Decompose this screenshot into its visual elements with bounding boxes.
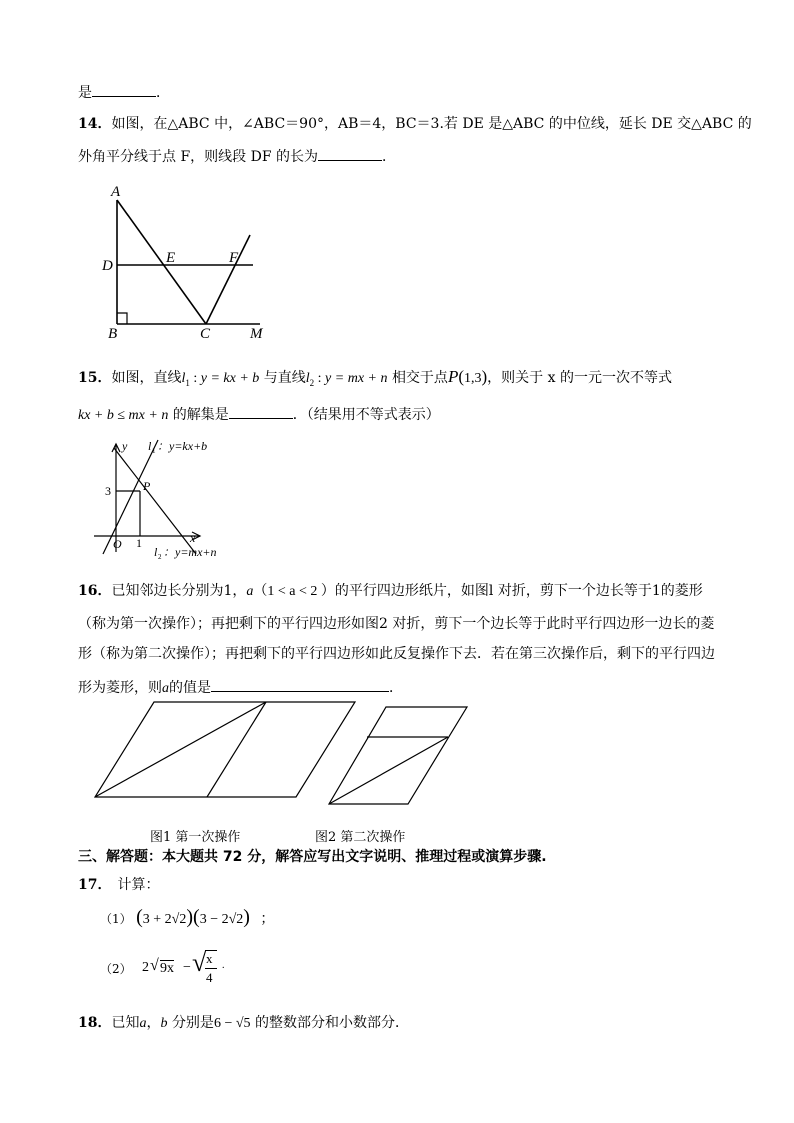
q18-number: 18．	[78, 1015, 112, 1031]
q16-figure-1	[90, 696, 360, 804]
q18-line	[78, 1014, 409, 1033]
q15-text-1: 如图，直线	[111, 370, 182, 386]
segment-ac	[117, 200, 206, 324]
answer-blank-16[interactable]	[211, 677, 389, 692]
q16-figure-2	[326, 704, 472, 806]
q15-l2: l	[305, 371, 310, 386]
q13-tail	[78, 82, 170, 102]
q16-text-1b: 的平行四边形纸片，如图l 对折，剪下一个边长等于1的菱形	[334, 583, 703, 599]
q15-point-name: P	[447, 367, 459, 386]
q16-suffix: ．	[389, 680, 403, 696]
label-c: C	[200, 326, 211, 340]
fold-diagonal-1	[95, 702, 266, 797]
q16-condition: （1 < a < 2 ）	[253, 584, 335, 599]
q16-line4	[78, 677, 403, 698]
label-l2-eq: ：y=mx+n	[163, 545, 217, 559]
q15-line1: 15．如图，直线$l_1$ : y = kx + b 与直线$l_2$ : y = mx + n 相交于点P(1,3)，则关于 x 的一元一次不等式	[78, 367, 672, 388]
q17-part2-label: （2）	[100, 962, 132, 976]
q18-text-3: 的整数部分和小数部分．	[254, 1015, 409, 1031]
label-d: D	[102, 258, 113, 274]
label-m: M	[250, 326, 263, 340]
label-three: 3	[105, 484, 111, 498]
q14-text-1: 如图，在△ABC 中，∠ABC＝90°，AB＝4，BC＝3.若 DE 是△ABC 的中位线，延长 DE 交△ABC 的	[111, 116, 752, 132]
answer-blank-15[interactable]	[229, 404, 293, 419]
q16-line1	[78, 582, 703, 601]
q18-text-2: 分别是	[171, 1015, 214, 1031]
cut-line-1	[207, 702, 266, 797]
label-l1-sub: 1	[152, 447, 156, 455]
answer-blank-13[interactable]	[92, 82, 156, 97]
label-p: P	[143, 479, 151, 493]
fold-diagonal-2	[329, 737, 448, 804]
label-x: x	[190, 531, 196, 545]
q15-l2-sub: 2	[309, 377, 315, 388]
label-e: E	[166, 250, 176, 266]
right-angle-mark	[117, 313, 127, 324]
q15-l2-eq: y = mx + n	[325, 371, 388, 386]
q15-line2	[78, 404, 440, 425]
q16-text-1a: 已知邻边长分别为1，	[111, 583, 247, 599]
q17-part2-coef: 2	[142, 960, 149, 975]
q17-part1-factor-b: 3 − 2√2	[199, 912, 244, 927]
q15-text-6: ．（结果用不等式表示）	[292, 407, 440, 423]
q16-a-var: a	[246, 584, 254, 599]
q17-part2-minus: −	[183, 960, 191, 975]
q18-comma: ，	[146, 1015, 161, 1031]
q14-line1	[78, 115, 752, 133]
q14-figure	[96, 180, 276, 340]
q15-text-2: 与直线	[263, 370, 306, 386]
q17-part1: （1） (3 + 2√2)(3 − 2√2) ；	[100, 906, 275, 928]
q17-header	[78, 876, 159, 894]
q17-part1-label: （1）	[100, 912, 132, 926]
label-a: A	[111, 184, 121, 200]
q15-text-4: ，则关于 x 的一元一次不等式	[487, 370, 672, 386]
q15-l1: l	[181, 371, 186, 386]
q17-part2-denominator: 4	[206, 970, 213, 985]
q13-suffix: ．	[156, 85, 170, 101]
label-f: F	[229, 250, 239, 266]
q17-part1-factor-a: 3 + 2√2	[142, 912, 187, 927]
q15-text-5: 的解集是	[172, 407, 229, 423]
q17-number: 17．	[78, 877, 112, 893]
caption-fig1: 图1 第一次操作	[150, 830, 241, 845]
q16-line3	[78, 645, 715, 663]
q16-text-2: （称为第一次操作）；再把剩下的平行四边形如图2 对折，剪下一个边长等于此时平行四边形一边长的菱	[78, 616, 715, 632]
label-one: 1	[136, 536, 142, 550]
answer-blank-14[interactable]	[318, 146, 382, 161]
q15-point-coords: 1,3	[464, 371, 482, 386]
q15-number: 15．	[78, 370, 112, 386]
line-l1	[103, 440, 158, 554]
label-b: B	[108, 326, 118, 340]
q14-line2	[78, 146, 396, 166]
q14-text-2: 外角平分线于点 F，则线段 DF 的长为	[78, 149, 319, 165]
line-l2	[114, 448, 196, 554]
q18-text-1: 已知	[111, 1015, 140, 1031]
q16-a-var-2: a	[162, 681, 169, 696]
label-l1: l	[148, 439, 152, 453]
q17-part2-numerator: x	[206, 951, 213, 966]
q15-figure	[88, 436, 248, 562]
q16-line2	[78, 615, 714, 633]
label-l2-sub: 2	[158, 553, 162, 561]
q15-l1-eq: y = kx + b	[200, 371, 260, 386]
q18-a: a	[139, 1016, 147, 1031]
parallelogram-2	[329, 707, 467, 804]
q18-b: b	[160, 1016, 168, 1031]
external-bisector-cf	[206, 235, 250, 324]
label-o: O	[113, 537, 122, 551]
q17-part2-radicand: 9x	[160, 961, 174, 976]
q16-number: 16．	[78, 583, 112, 599]
label-y: y	[122, 439, 128, 453]
section-3-title: 三、解答题：本大题共 72 分，解答应写出文字说明、推理过程或演算步骤.	[78, 849, 547, 865]
q18-expression: 6 − √5	[213, 1016, 251, 1031]
q16-text-4b: 的值是	[169, 680, 211, 696]
q17-title: 计算：	[117, 877, 160, 893]
q16-text-3: 形（称为第二次操作）；再把剩下的平行四边形如此反复操作下去．若在第三次操作后，剩下的平行四边	[78, 646, 715, 662]
q16-text-4a: 形为菱形，则	[78, 680, 162, 696]
q15-text-3: 相交于点	[391, 370, 448, 386]
label-l1-eq: ：y=kx+b	[157, 439, 208, 453]
parallelogram-1	[95, 702, 355, 797]
q14-number: 14．	[78, 116, 112, 132]
label-l2: l	[154, 545, 158, 559]
q17-part2-end: .	[222, 960, 225, 971]
q15-inequality: kx + b ≤ mx + n	[78, 408, 169, 423]
q14-suffix: ．	[382, 149, 397, 165]
q17-part1-end: ；	[260, 911, 275, 927]
q15-l1-sub: 1	[185, 377, 190, 388]
caption-fig2: 图2 第二次操作	[315, 830, 406, 845]
q13-prefix: 是	[78, 85, 92, 101]
